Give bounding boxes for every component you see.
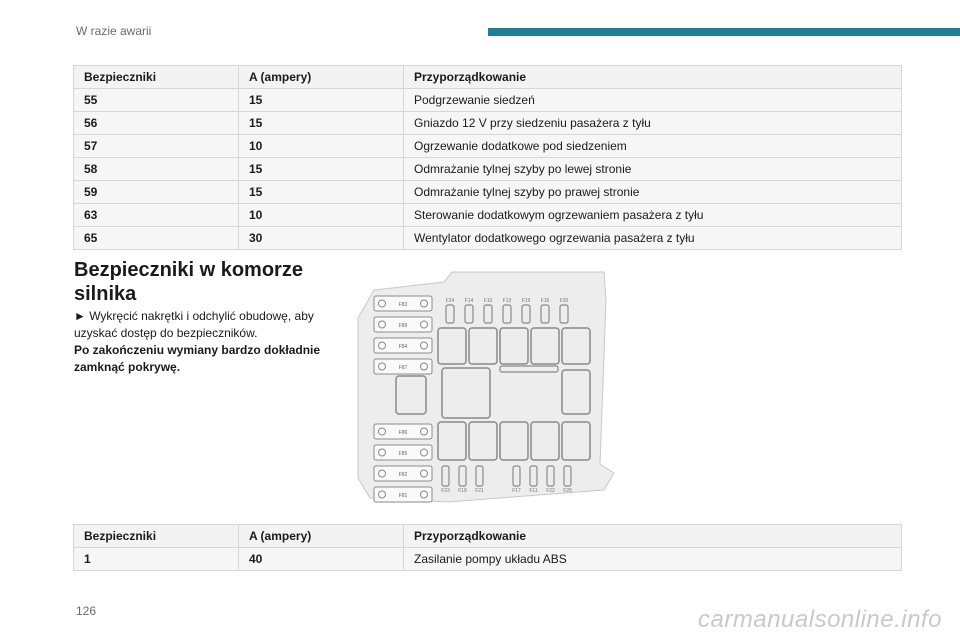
page-number: 126	[76, 604, 97, 618]
fuse-label: F30	[559, 298, 569, 304]
fuse-label: F89	[398, 323, 408, 329]
fuse-number: 63	[74, 204, 239, 227]
table-row	[74, 112, 902, 135]
fuse-assignment: Sterowanie dodatkowym ogrzewaniem pasażera z tyłu	[404, 204, 902, 227]
fuse-amperage: 40	[239, 548, 404, 571]
column-header: A (ampery)	[239, 525, 404, 548]
fuse-assignment: Odmrażanie tylnej szyby po prawej stronie	[404, 181, 902, 204]
table-row	[74, 181, 902, 204]
fuse-label: F13	[502, 298, 512, 304]
fuse-label: F16	[540, 298, 550, 304]
fuse-label: F11	[529, 488, 538, 494]
table-row	[74, 548, 902, 571]
fuse-label: F86	[398, 430, 408, 436]
fuse-assignment: Gniazdo 12 V przy siedzeniu pasażera z tyłu	[404, 112, 902, 135]
fuse-number: 55	[74, 89, 239, 112]
instructions	[74, 308, 334, 376]
fuse-label: F87	[398, 365, 408, 371]
fuse-label: F17	[512, 488, 521, 494]
fuse-label: F21	[475, 488, 484, 494]
fuse-number: 59	[74, 181, 239, 204]
fuse-amperage: 30	[239, 227, 404, 250]
watermark: carmanualsonline.info	[698, 606, 942, 633]
fuse-table-1	[73, 65, 902, 250]
fuse-box-svg	[356, 268, 616, 503]
fuse-amperage: 10	[239, 204, 404, 227]
table-row	[74, 135, 902, 158]
fuse-assignment: Odmrażanie tylnej szyby po lewej stronie	[404, 158, 902, 181]
fuse-number: 65	[74, 227, 239, 250]
fuse-table-2	[73, 524, 902, 571]
table-row	[74, 158, 902, 181]
fuse-amperage: 15	[239, 89, 404, 112]
fuse-label: F18	[458, 488, 467, 494]
fuse-label: F23	[441, 488, 450, 494]
fuse-label: F19	[521, 298, 531, 304]
table-header-row	[74, 66, 902, 89]
section-title: Bezpieczniki w komorze silnika	[74, 259, 303, 305]
fuse-number: 56	[74, 112, 239, 135]
fuse-label: F22	[546, 488, 555, 494]
column-header: Przyporządkowanie	[404, 525, 902, 548]
fuse-number: 57	[74, 135, 239, 158]
header-accent-bar	[488, 28, 960, 36]
fuse-label: F81	[398, 493, 408, 499]
fuse-assignment: Podgrzewanie siedzeń	[404, 89, 902, 112]
fuse-amperage: 15	[239, 158, 404, 181]
fuse-assignment: Ogrzewanie dodatkowe pod siedzeniem	[404, 135, 902, 158]
warning-text: Po zakończeniu wymiany bardzo dokładnie zamknąć pokrywę.	[74, 343, 321, 374]
table-row	[74, 227, 902, 250]
column-header: A (ampery)	[239, 66, 404, 89]
fuse-amperage: 15	[239, 112, 404, 135]
table-header-row	[74, 525, 902, 548]
column-header: Bezpieczniki	[74, 66, 239, 89]
column-header: Bezpieczniki	[74, 525, 239, 548]
fuse-amperage: 10	[239, 135, 404, 158]
fuse-label: F85	[398, 451, 408, 457]
instruction-text: ► Wykręcić nakrętki i odchylić obudowę, aby uzyskać dostęp do bezpieczników.	[74, 309, 314, 340]
table-row	[74, 204, 902, 227]
fuse-label: F24	[445, 298, 455, 304]
fuse-amperage: 15	[239, 181, 404, 204]
fuse-label: F82	[398, 472, 408, 478]
section-header: W razie awarii	[76, 24, 152, 38]
fuse-box-diagram	[356, 268, 616, 503]
table-row	[74, 89, 902, 112]
fuse-label: F10	[483, 298, 493, 304]
fuse-assignment: Wentylator dodatkowego ogrzewania pasażera z tyłu	[404, 227, 902, 250]
fuse-assignment: Zasilanie pompy układu ABS	[404, 548, 902, 571]
fuse-label: F83	[398, 302, 408, 308]
fuse-label: F28	[563, 488, 572, 494]
fuse-label: F14	[464, 298, 474, 304]
fuse-number: 58	[74, 158, 239, 181]
column-header: Przyporządkowanie	[404, 66, 902, 89]
fuse-label: F84	[398, 344, 408, 350]
fuse-number: 1	[74, 548, 239, 571]
